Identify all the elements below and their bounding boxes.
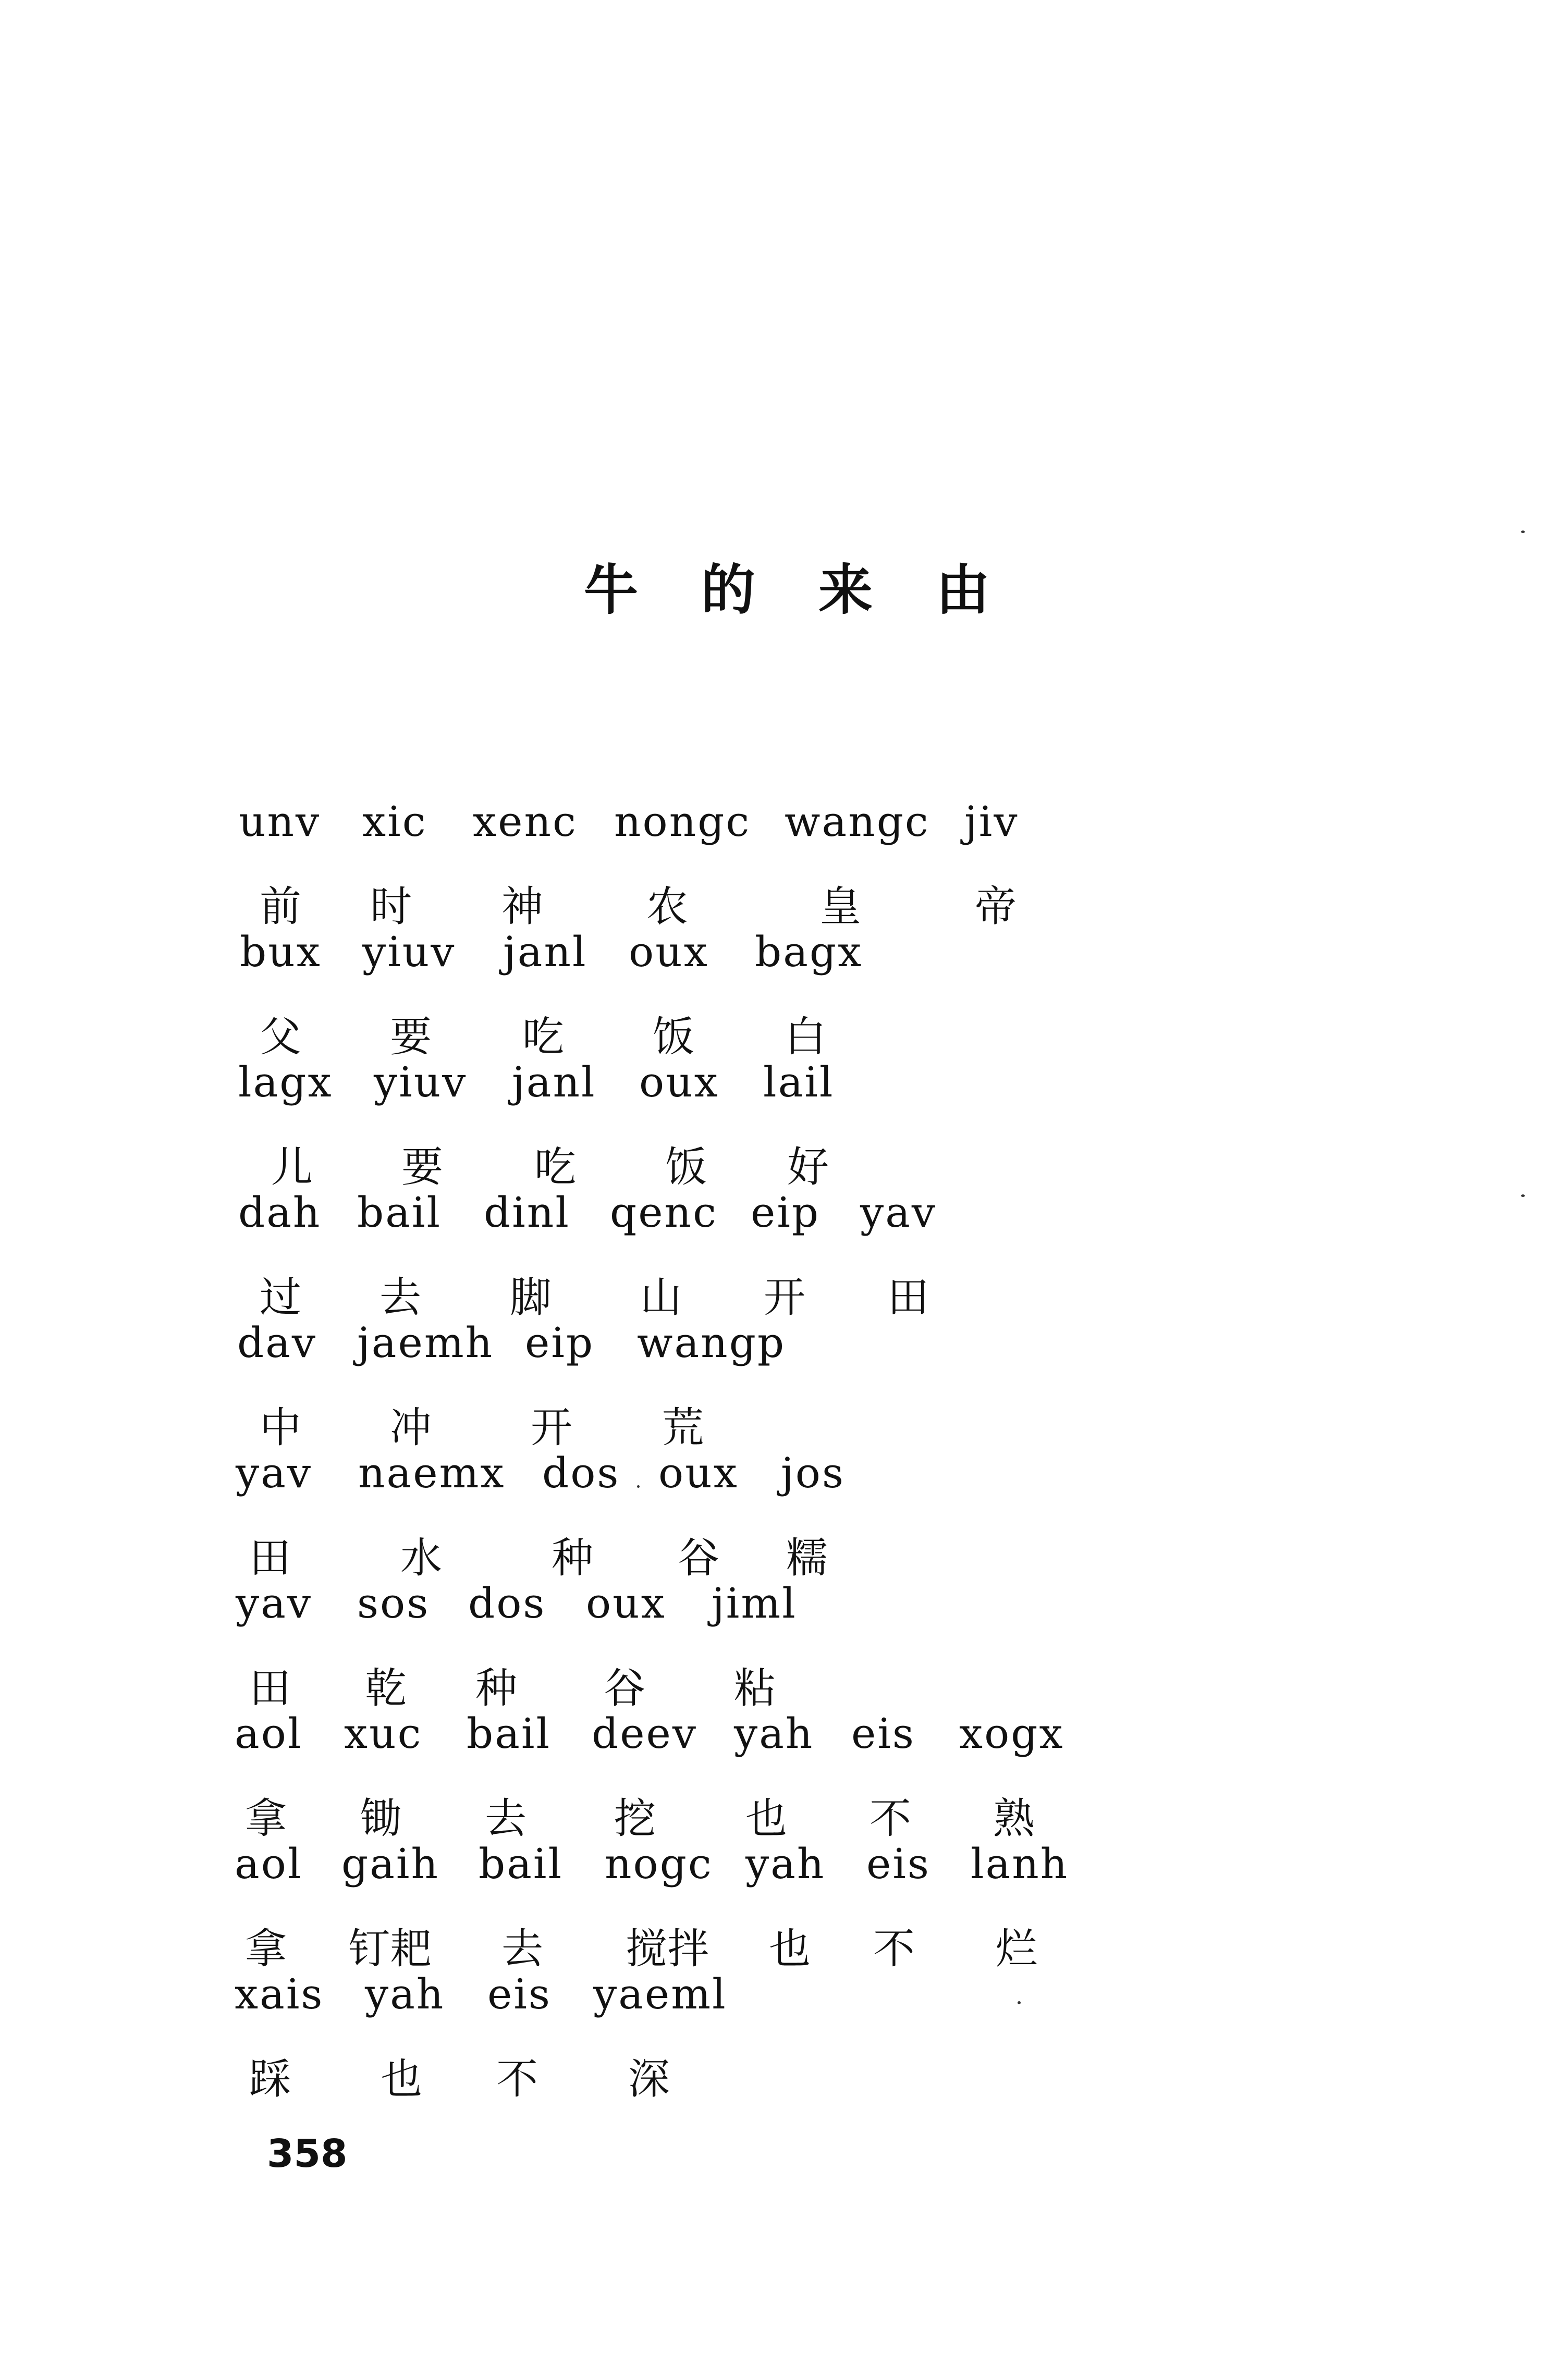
chinese-word: 吃 [534,1143,576,1191]
chinese-word: 帝 [975,882,1017,931]
romanized-word: bux [240,928,322,976]
romanized-line [0,1709,1543,1772]
romanized-word: wangp [637,1318,786,1367]
title-char: 来 [818,558,873,622]
chinese-word: 儿 [271,1143,313,1191]
romanized-word: oux [629,928,709,976]
romanized-word: bail [357,1188,442,1237]
romanized-word: yaeml [593,1970,727,2018]
chinese-word: 神 [501,882,543,931]
romanized-word: bail [479,1840,564,1888]
chinese-word: 谷 [604,1664,645,1712]
title-char: 由 [936,558,990,622]
chinese-word: 好 [787,1143,829,1191]
chinese-word: 糯 [786,1534,828,1582]
chinese-word: 山 [640,1273,682,1322]
chinese-word: 皇 [819,882,861,931]
chinese-word: 深 [628,2055,670,2103]
chinese-gloss-line [0,1133,1543,1196]
romanized-line [0,797,1543,860]
chinese-gloss-line [0,1524,1543,1587]
chinese-word: 拿 [245,1925,287,1973]
romanized-word: bail [467,1709,552,1758]
chinese-word: 熟 [993,1794,1035,1843]
chinese-word: 吃 [522,1013,564,1061]
romanized-word: naemx [358,1449,506,1497]
chinese-word: 踩 [249,2055,291,2103]
romanized-word: oux [639,1058,719,1106]
chinese-word: 拿 [245,1794,287,1843]
romanized-word: yav [860,1188,937,1237]
romanized-word: yiuv [362,928,456,976]
romanized-word: oux [658,1449,739,1497]
romanized-line [0,928,1543,990]
chinese-word: 种 [475,1664,517,1712]
chinese-word: 不 [870,1794,911,1843]
chinese-word: 不 [496,2055,538,2103]
romanized-word: aol [235,1840,303,1888]
chinese-gloss-line [0,2045,1543,2108]
chinese-gloss-line [0,1264,1543,1326]
romanized-word: yah [365,1970,445,2018]
romanized-word: jiml [712,1579,797,1627]
chinese-word: 冲 [390,1403,432,1452]
chinese-word: 前 [260,882,301,931]
romanized-word: eip [525,1318,595,1367]
romanized-word: xuc [344,1709,423,1758]
chinese-word: 田 [249,1534,291,1582]
romanized-word: janl [503,928,587,976]
chinese-word: 谷 [678,1534,719,1582]
romanized-word: xenc [473,797,578,846]
romanized-word: dos [542,1449,620,1497]
chinese-word: 田 [887,1273,929,1322]
romanized-word: yav [236,1449,313,1497]
chinese-word: 种 [552,1534,593,1582]
chinese-word: 去 [485,1794,526,1843]
chinese-word: 要 [401,1143,443,1191]
chinese-word: 田 [249,1664,291,1712]
romanized-word: qenc [610,1188,718,1237]
romanized-word: gaih [341,1840,440,1888]
romanized-word: eis [851,1709,915,1758]
romanized-word: aol [235,1709,303,1758]
romanized-line [0,1579,1543,1642]
romanized-word: nongc [614,797,751,846]
chinese-word: 父 [260,1013,301,1061]
romanized-word: unv [239,797,321,846]
chinese-word: 过 [260,1273,301,1322]
scan-speck [1521,1194,1525,1197]
chinese-word: 搅拌 [626,1925,709,1973]
romanized-line [0,1449,1543,1511]
chinese-word: 挖 [614,1794,656,1843]
title-char: 牛 [584,558,639,622]
romanized-word: nogc [605,1840,713,1888]
chinese-word: 时 [370,882,412,931]
romanized-word: eis [487,1970,552,2018]
romanized-word: dos [468,1579,546,1627]
romanized-word: dav [237,1318,317,1367]
romanized-word: bagx [755,928,863,976]
chinese-word: 去 [379,1273,421,1322]
chinese-word: 也 [769,1925,811,1973]
romanized-line [0,1188,1543,1251]
chinese-gloss-line [0,1785,1543,1847]
romanized-word: deev [592,1709,698,1758]
chinese-word: 粘 [734,1664,776,1712]
romanized-word: eip [751,1188,821,1237]
scan-speck [637,1485,640,1488]
romanized-word: yav [236,1579,313,1627]
romanized-word: yah [734,1709,814,1758]
chinese-word: 饭 [665,1143,707,1191]
romanized-word: jaemh [357,1318,494,1367]
chinese-word: 水 [400,1534,442,1582]
scan-speck [1521,531,1525,533]
chinese-word: 钉耙 [348,1925,432,1973]
romanized-word: yiuv [374,1058,468,1106]
romanized-line [0,1058,1543,1120]
chinese-word: 农 [646,882,688,931]
chinese-word: 烂 [996,1925,1037,1973]
scan-speck [1018,2001,1021,2004]
chinese-word: 开 [764,1273,805,1322]
romanized-word: dah [238,1188,322,1237]
chinese-word: 也 [381,2055,422,2103]
chinese-gloss-line [0,1655,1543,1717]
romanized-line [0,1840,1543,1902]
chinese-word: 去 [501,1925,543,1973]
chinese-word: 锄 [360,1794,401,1843]
romanized-word: lagx [238,1058,333,1106]
chinese-word: 饭 [653,1013,694,1061]
romanized-word: jos [781,1449,846,1497]
chinese-gloss-line [0,1394,1543,1457]
romanized-word: jiv [964,797,1019,846]
chinese-word: 乾 [365,1664,407,1712]
chinese-word: 要 [390,1013,432,1061]
chinese-word: 脚 [510,1273,552,1322]
romanized-word: oux [586,1579,666,1627]
romanized-word: xais [235,1970,324,2018]
romanized-word: sos [357,1579,430,1627]
chinese-gloss-line [0,873,1543,935]
chinese-word: 荒 [662,1403,704,1452]
romanized-word: dinl [484,1188,570,1237]
chinese-word: 中 [260,1403,301,1452]
romanized-line [0,1318,1543,1381]
chinese-word: 不 [873,1925,915,1973]
romanized-word: janl [512,1058,596,1106]
page-number: 358 [267,2131,348,2176]
romanized-line [0,1970,1543,2032]
chinese-gloss-line [0,1003,1543,1066]
romanized-word: eis [866,1840,930,1888]
chinese-word: 也 [745,1794,787,1843]
romanized-word: xic [362,797,427,846]
romanized-word: lanh [971,1840,1069,1888]
title-char: 的 [701,558,756,622]
romanized-word: lail [763,1058,835,1106]
romanized-word: yah [745,1840,826,1888]
chinese-word: 开 [531,1403,572,1452]
romanized-word: xogx [959,1709,1064,1758]
romanized-word: wangc [785,797,930,846]
chinese-word: 白 [785,1013,826,1061]
chinese-gloss-line [0,1915,1543,1978]
